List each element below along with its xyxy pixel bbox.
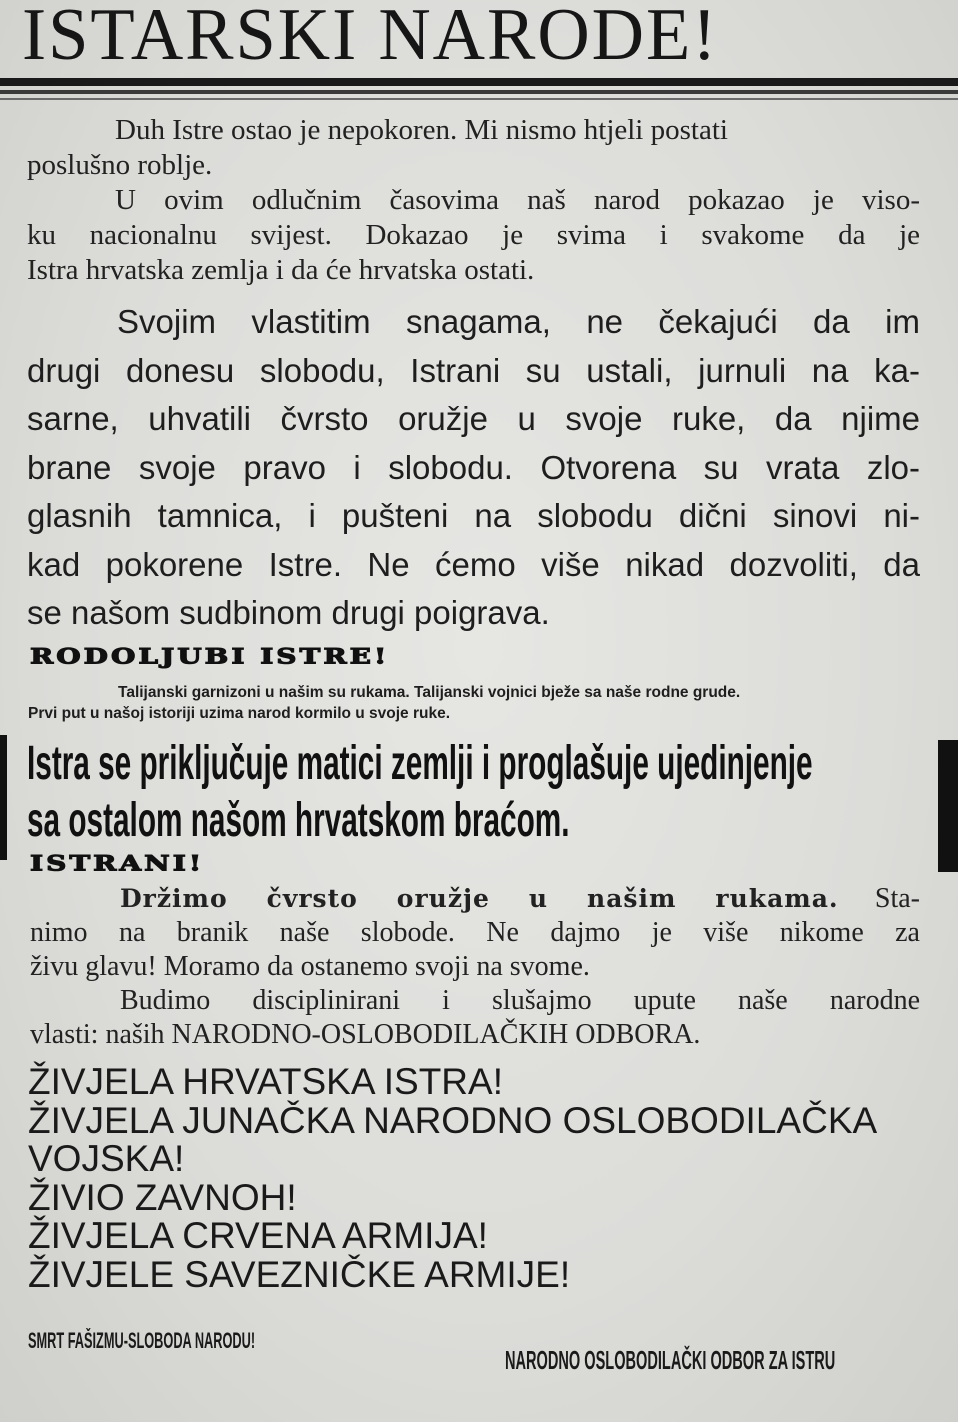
footer-motto: SMRT FAŠIZMU-SLOBODA NARODU! bbox=[28, 1328, 256, 1353]
patriots-heading: RODOLJUBI ISTRE! bbox=[30, 643, 390, 669]
body-line: glasnih tamnica, i pušteni na slobodu dični sinovi ni- bbox=[27, 497, 920, 534]
appeal-bold-lead: Držimo čvrsto oružje u našim rukama. bbox=[120, 884, 839, 913]
footer-signature: NARODNO OSLOBODILAČKI ODBOR ZA ISTRU bbox=[505, 1345, 836, 1375]
appeal-first-line bbox=[30, 882, 920, 916]
slogan-item: VOJSKA! bbox=[28, 1138, 185, 1179]
garrison-paragraph bbox=[28, 682, 920, 724]
right-margin-bar bbox=[938, 740, 958, 872]
poster-headline: ISTARSKI NARODE! bbox=[22, 0, 719, 76]
appeal-line: Budimo disciplinirani i slušajmo upute naše narodne bbox=[120, 985, 920, 1016]
appeal-paragraph bbox=[30, 882, 920, 1052]
body-line: Svojim vlastitim snagama, ne čekajući da im bbox=[117, 303, 920, 340]
garrison-line: Talijanski garnizoni u našim su rukama. Talijanski vojnici bježe sa naše rodne grude. bbox=[118, 684, 741, 701]
body-line: drugi donesu slobodu, Istrani su ustali, jurnuli na ka- bbox=[27, 351, 920, 389]
body-line: se našom sudbinom drugi poigrava. bbox=[27, 594, 550, 631]
intro-line: poslušno roblje. bbox=[27, 149, 213, 181]
slogan-item: ŽIVJELA HRVATSKA ISTRA! bbox=[28, 1061, 503, 1102]
appeal-line: vlasti: naših NARODNO-OSLOBODILAČKIH ODBORA. bbox=[30, 1019, 701, 1050]
garrison-line: Prvi put u našoj istoriji uzima narod kormilo u svoje ruke. bbox=[28, 705, 451, 722]
slogan-item: ŽIVJELE SAVEZNIČKE ARMIJE! bbox=[28, 1253, 571, 1295]
intro-line: Istra hrvatska zemlja i da će hrvatska ostati. bbox=[27, 254, 535, 286]
intro-line: U ovim odlučnim časovima naš narod pokazao je viso- bbox=[115, 184, 920, 216]
appeal-line: Sta- bbox=[874, 883, 920, 914]
headline-rule-medium bbox=[0, 90, 958, 94]
body-line: sarne, uhvatili čvrsto oružje u svoje ruke, da njime bbox=[27, 400, 920, 437]
appeal-line: živu glavu! Moramo da ostanemo svoji na svome. bbox=[30, 951, 590, 982]
slogan-item: ŽIVJELA JUNAČKA NARODNO OSLOBODILAČKA bbox=[28, 1099, 878, 1141]
istrani-heading: ISTRANI! bbox=[30, 850, 205, 876]
unification-line: sa ostalom našom hrvatskom braćom. bbox=[27, 794, 570, 847]
intro-paragraph bbox=[27, 113, 920, 288]
appeal-line: nimo na branik naše slobode. Ne dajmo je više nikome za bbox=[30, 917, 920, 948]
intro-line: Duh Istre ostao je nepokoren. Mi nismo htjeli postati bbox=[115, 114, 728, 146]
left-margin-bar bbox=[0, 735, 7, 860]
headline-rule-thick bbox=[0, 78, 958, 86]
headline-rule-thin bbox=[0, 98, 958, 100]
unification-line: Istra se priključuje matici zemlji i proglašuje ujedinjenje bbox=[27, 737, 813, 790]
intro-line: ku nacionalnu svijest. Dokazao je svima i svakome da je bbox=[27, 219, 920, 251]
slogans-list bbox=[28, 1063, 928, 1294]
body-paragraph bbox=[27, 298, 920, 638]
body-line: kad pokorene Istre. Ne ćemo više nikad dozvoliti, da bbox=[27, 545, 920, 583]
slogan-item: ŽIVJELA CRVENA ARMIJA! bbox=[28, 1215, 488, 1256]
slogan-item: ŽIVIO ZAVNOH! bbox=[28, 1176, 297, 1218]
body-line: brane svoje pravo i slobodu. Otvorena su vrata zlo- bbox=[27, 448, 920, 486]
